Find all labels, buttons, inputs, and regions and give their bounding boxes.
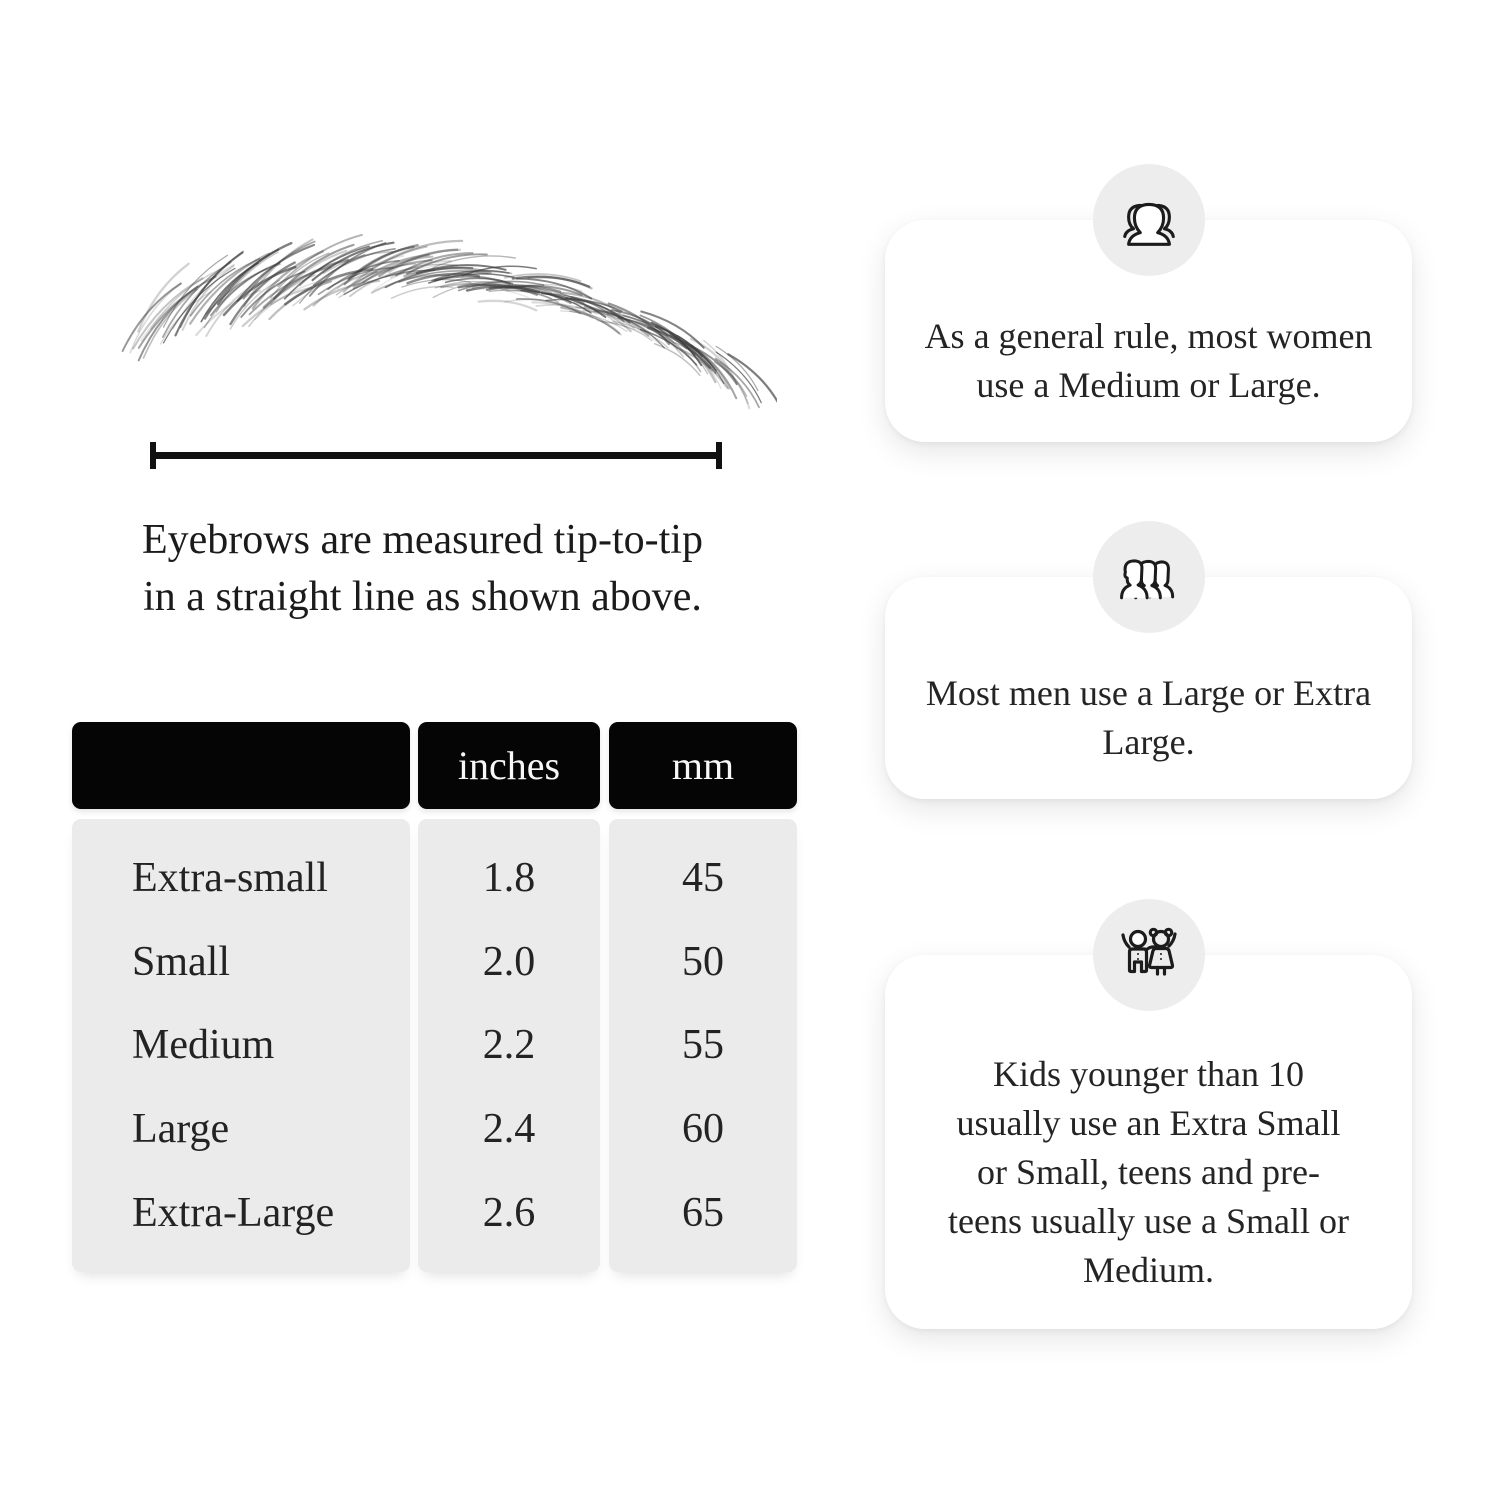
table-mm-column bbox=[609, 819, 797, 1272]
table-header-inches-label: inches bbox=[457, 743, 561, 788]
measurement-caption bbox=[100, 512, 745, 626]
caption-line-2: in a straight line as shown above. bbox=[143, 574, 702, 620]
table-row-label: Large bbox=[132, 1106, 230, 1153]
table-cell-mm: 55 bbox=[682, 1022, 724, 1069]
info-card-text: As a general rule, most women use a Medium or Large. bbox=[924, 316, 1373, 405]
measurement-line-bar bbox=[156, 452, 716, 459]
info-card-text: Kids younger than 10 usually use an Extra Small or Small, teens and pre-teens usually use a Small or Medium. bbox=[948, 1053, 1349, 1290]
info-card-men bbox=[885, 577, 1412, 799]
table-row-label: Small bbox=[132, 938, 231, 985]
kids-icon bbox=[1117, 926, 1181, 984]
table-cell-mm: 65 bbox=[682, 1190, 724, 1237]
table-header-inches bbox=[418, 722, 600, 809]
table-cell-mm: 50 bbox=[682, 938, 724, 985]
icon-circle bbox=[1093, 899, 1205, 1011]
table-row-label: Extra-small bbox=[132, 854, 328, 901]
measurement-line bbox=[150, 442, 722, 469]
icon-circle bbox=[1093, 164, 1205, 276]
table-cell-inches: 2.0 bbox=[482, 938, 536, 985]
table-header-mm bbox=[609, 722, 797, 809]
table-cell-inches: 1.8 bbox=[482, 854, 536, 901]
caption-line-1: Eyebrows are measured tip-to-tip bbox=[142, 517, 703, 563]
table-row-label: Extra-Large bbox=[132, 1190, 335, 1237]
info-card-women bbox=[885, 220, 1412, 442]
table-header-size bbox=[72, 722, 410, 809]
info-card-kids bbox=[885, 955, 1412, 1329]
table-header-mm-label: mm bbox=[671, 743, 735, 788]
table-inches-column bbox=[418, 819, 600, 1272]
table-cell-inches: 2.6 bbox=[482, 1190, 536, 1237]
table-row-label: Medium bbox=[132, 1022, 275, 1069]
table-cell-inches: 2.4 bbox=[482, 1106, 536, 1153]
info-card-text: Most men use a Large or Extra Large. bbox=[925, 673, 1372, 762]
table-cell-mm: 45 bbox=[682, 854, 724, 901]
table-size-column bbox=[72, 819, 410, 1272]
men-group-icon bbox=[1114, 551, 1184, 603]
measurement-line-right-cap bbox=[716, 442, 722, 469]
table-cell-mm: 60 bbox=[682, 1106, 724, 1153]
women-group-icon bbox=[1116, 192, 1182, 248]
icon-circle bbox=[1093, 521, 1205, 633]
eyebrow-illustration bbox=[105, 228, 777, 440]
table-cell-inches: 2.2 bbox=[482, 1022, 536, 1069]
